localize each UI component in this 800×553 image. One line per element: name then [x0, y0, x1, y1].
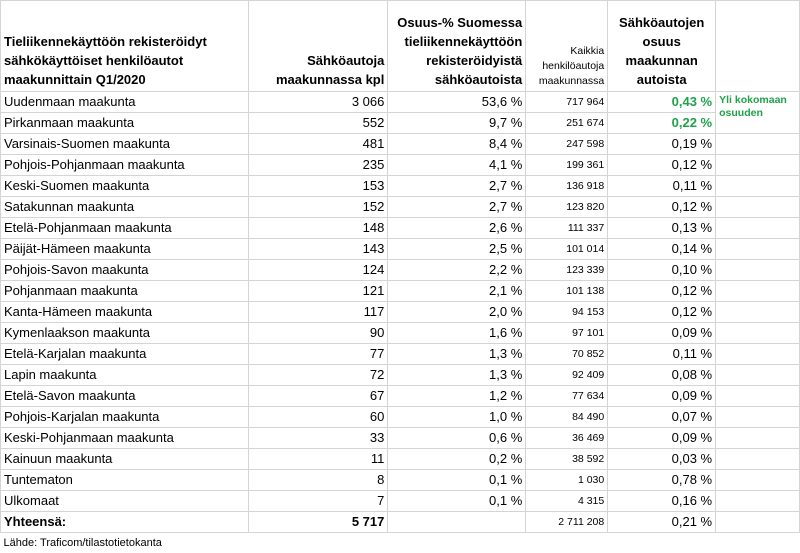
cell-empty[interactable]: [716, 491, 800, 512]
cell-all-cars[interactable]: 70 852: [526, 344, 608, 365]
cell-region[interactable]: Kanta-Hämeen maakunta: [1, 302, 249, 323]
cell-ev-share[interactable]: 0,11 %: [608, 176, 716, 197]
cell-all-cars[interactable]: 97 101: [526, 323, 608, 344]
header-all-cars[interactable]: Kaikkia henkilöautoja maakunnassa: [526, 1, 608, 92]
cell-ev-share[interactable]: 0,03 %: [608, 449, 716, 470]
cell-all-cars[interactable]: 36 469: [526, 428, 608, 449]
cell-ev-share[interactable]: 0,09 %: [608, 386, 716, 407]
cell-region[interactable]: Etelä-Pohjanmaan maakunta: [1, 218, 249, 239]
table-row: [1, 323, 800, 344]
cell-all-cars[interactable]: 247 598: [526, 134, 608, 155]
cell-ev-count[interactable]: 552: [248, 113, 388, 134]
table-row: [1, 344, 800, 365]
cell-share[interactable]: 2,1 %: [388, 281, 526, 302]
cell-ev-share[interactable]: 0,12 %: [608, 197, 716, 218]
cell-region[interactable]: Tuntematon: [1, 470, 249, 491]
cell-region[interactable]: Lapin maakunta: [1, 365, 249, 386]
cell-share[interactable]: 8,4 %: [388, 134, 526, 155]
cell-ev-count[interactable]: 3 066: [248, 92, 388, 113]
cell-region[interactable]: Uudenmaan maakunta: [1, 92, 249, 113]
cell-region[interactable]: Satakunnan maakunta: [1, 197, 249, 218]
cell-empty[interactable]: [716, 428, 800, 449]
cell-ev-count[interactable]: 11: [248, 449, 388, 470]
cell-empty[interactable]: [716, 197, 800, 218]
table-row: [1, 281, 800, 302]
cell-all-cars[interactable]: 111 337: [526, 218, 608, 239]
header-region[interactable]: Tieliikennekäyttöön rekisteröidyt sähkökäyttöiset henkilöautot maakunnittain Q1/2020: [1, 1, 249, 92]
cell-empty[interactable]: [716, 386, 800, 407]
cell-share[interactable]: 1,3 %: [388, 365, 526, 386]
cell-region[interactable]: Pohjanmaan maakunta: [1, 281, 249, 302]
cell-share[interactable]: 0,2 %: [388, 449, 526, 470]
cell-all-cars[interactable]: 38 592: [526, 449, 608, 470]
cell-ev-share[interactable]: 0,12 %: [608, 281, 716, 302]
cell-empty[interactable]: [716, 239, 800, 260]
cell-region[interactable]: Pirkanmaan maakunta: [1, 113, 249, 134]
cell-ev-count[interactable]: 90: [248, 323, 388, 344]
cell-ev-count[interactable]: 143: [248, 239, 388, 260]
cell-share[interactable]: 0,1 %: [388, 491, 526, 512]
cell-ev-share[interactable]: 0,07 %: [608, 407, 716, 428]
table-row: [1, 428, 800, 449]
cell-all-cars[interactable]: 92 409: [526, 365, 608, 386]
cell-share[interactable]: 1,3 %: [388, 344, 526, 365]
cell-ev-count[interactable]: 124: [248, 260, 388, 281]
cell-empty[interactable]: [716, 302, 800, 323]
table-row: [1, 155, 800, 176]
table-row: [1, 134, 800, 155]
cell-all-cars[interactable]: 123 339: [526, 260, 608, 281]
cell-ev-count[interactable]: 481: [248, 134, 388, 155]
table-row: [1, 113, 800, 134]
cell-ev-count[interactable]: 152: [248, 197, 388, 218]
cell-share[interactable]: 0,6 %: [388, 428, 526, 449]
header-share[interactable]: Osuus-% Suomessa tieliikennekäyttöön rekisteröidyistä sähköautoista: [388, 1, 526, 92]
table-row: [1, 386, 800, 407]
header-ev-share[interactable]: Sähköautojen osuus maakunnan autoista: [608, 1, 716, 92]
cell-share[interactable]: 53,6 %: [388, 92, 526, 113]
cell-all-cars[interactable]: 77 634: [526, 386, 608, 407]
cell-ev-share[interactable]: 0,09 %: [608, 323, 716, 344]
total-ev-share[interactable]: 0,21 %: [608, 512, 716, 533]
cell-all-cars[interactable]: 123 820: [526, 197, 608, 218]
cell-region[interactable]: Etelä-Karjalan maakunta: [1, 344, 249, 365]
source-label: Lähde: Traficom/tilastotietokanta: [1, 533, 800, 553]
table-row: [1, 197, 800, 218]
source-row: [1, 533, 800, 553]
cell-empty[interactable]: [716, 323, 800, 344]
table-row: [1, 260, 800, 281]
table-row: [1, 176, 800, 197]
cell-empty[interactable]: [716, 365, 800, 386]
cell-empty[interactable]: [716, 344, 800, 365]
cell-share[interactable]: 1,6 %: [388, 323, 526, 344]
cell-region[interactable]: Päijät-Hämeen maakunta: [1, 239, 249, 260]
cell-share[interactable]: 2,0 %: [388, 302, 526, 323]
cell-all-cars[interactable]: 101 014: [526, 239, 608, 260]
cell-ev-count[interactable]: 235: [248, 155, 388, 176]
cell-share[interactable]: 1,2 %: [388, 386, 526, 407]
cell-empty[interactable]: [716, 134, 800, 155]
cell-share[interactable]: 2,5 %: [388, 239, 526, 260]
table-row: [1, 92, 800, 113]
cell-ev-share[interactable]: 0,12 %: [608, 155, 716, 176]
cell-ev-share[interactable]: 0,14 %: [608, 239, 716, 260]
total-all-cars[interactable]: 2 711 208: [526, 512, 608, 533]
cell-all-cars[interactable]: 101 138: [526, 281, 608, 302]
cell-ev-share[interactable]: 0,13 %: [608, 218, 716, 239]
cell-empty[interactable]: [716, 176, 800, 197]
cell-region[interactable]: Keski-Suomen maakunta: [1, 176, 249, 197]
cell-empty[interactable]: [716, 281, 800, 302]
cell-ev-count[interactable]: 7: [248, 491, 388, 512]
cell-share[interactable]: 4,1 %: [388, 155, 526, 176]
header-ev-count[interactable]: Sähköautoja maakunnassa kpl: [248, 1, 388, 92]
table-row: [1, 491, 800, 512]
cell-ev-count[interactable]: 67: [248, 386, 388, 407]
cell-ev-count[interactable]: 72: [248, 365, 388, 386]
cell-empty[interactable]: [716, 470, 800, 491]
table-row: [1, 239, 800, 260]
cell-share[interactable]: 2,6 %: [388, 218, 526, 239]
cell-ev-share[interactable]: 0,08 %: [608, 365, 716, 386]
cell-ev-share[interactable]: 0,78 %: [608, 470, 716, 491]
table-row: [1, 218, 800, 239]
cell-ev-count[interactable]: 121: [248, 281, 388, 302]
cell-ev-count[interactable]: 148: [248, 218, 388, 239]
cell-region[interactable]: Kainuun maakunta: [1, 449, 249, 470]
cell-ev-share[interactable]: 0,22 %: [608, 113, 716, 134]
cell-share[interactable]: 2,7 %: [388, 176, 526, 197]
cell-region[interactable]: Etelä-Savon maakunta: [1, 386, 249, 407]
cell-ev-count[interactable]: 77: [248, 344, 388, 365]
cell-share[interactable]: 2,2 %: [388, 260, 526, 281]
table-row: [1, 449, 800, 470]
cell-all-cars[interactable]: 1 030: [526, 470, 608, 491]
cell-ev-share[interactable]: 0,43 %: [608, 92, 716, 113]
cell-all-cars[interactable]: 94 153: [526, 302, 608, 323]
cell-empty[interactable]: [716, 407, 800, 428]
total-row: [1, 512, 800, 533]
header-empty[interactable]: [716, 1, 800, 92]
cell-region[interactable]: Ulkomaat: [1, 491, 249, 512]
cell-ev-share[interactable]: 0,12 %: [608, 302, 716, 323]
cell-empty[interactable]: [716, 218, 800, 239]
table-row: [1, 407, 800, 428]
cell-ev-share[interactable]: 0,11 %: [608, 344, 716, 365]
cell-share[interactable]: 9,7 %: [388, 113, 526, 134]
cell-region[interactable]: Pohjois-Pohjanmaan maakunta: [1, 155, 249, 176]
cell-empty[interactable]: [716, 260, 800, 281]
cell-empty[interactable]: [716, 512, 800, 533]
cell-region[interactable]: Kymenlaakson maakunta: [1, 323, 249, 344]
cell-all-cars[interactable]: 136 918: [526, 176, 608, 197]
cell-share[interactable]: 0,1 %: [388, 470, 526, 491]
cell-ev-count[interactable]: 60: [248, 407, 388, 428]
cell-all-cars[interactable]: 4 315: [526, 491, 608, 512]
cell-empty[interactable]: [716, 449, 800, 470]
total-label[interactable]: Yhteensä:: [1, 512, 249, 533]
cell-empty[interactable]: [388, 512, 526, 533]
cell-share[interactable]: 2,7 %: [388, 197, 526, 218]
cell-ev-share[interactable]: 0,09 %: [608, 428, 716, 449]
cell-region[interactable]: Pohjois-Savon maakunta: [1, 260, 249, 281]
cell-all-cars[interactable]: 84 490: [526, 407, 608, 428]
table-row: [1, 302, 800, 323]
table-row: [1, 470, 800, 491]
cell-region[interactable]: Pohjois-Karjalan maakunta: [1, 407, 249, 428]
cell-ev-share[interactable]: 0,10 %: [608, 260, 716, 281]
cell-region[interactable]: Varsinais-Suomen maakunta: [1, 134, 249, 155]
cell-ev-count[interactable]: 33: [248, 428, 388, 449]
cell-ev-share[interactable]: 0,19 %: [608, 134, 716, 155]
cell-all-cars[interactable]: 251 674: [526, 113, 608, 134]
table-row: [1, 365, 800, 386]
highlight-note[interactable]: Yli kokomaan osuuden: [716, 92, 800, 134]
cell-all-cars[interactable]: 717 964: [526, 92, 608, 113]
cell-ev-count[interactable]: 8: [248, 470, 388, 491]
cell-all-cars[interactable]: 199 361: [526, 155, 608, 176]
total-ev-count[interactable]: 5 717: [248, 512, 388, 533]
cell-ev-count[interactable]: 117: [248, 302, 388, 323]
cell-ev-count[interactable]: 153: [248, 176, 388, 197]
cell-empty[interactable]: [716, 155, 800, 176]
cell-ev-share[interactable]: 0,16 %: [608, 491, 716, 512]
cell-region[interactable]: Keski-Pohjanmaan maakunta: [1, 428, 249, 449]
cell-share[interactable]: 1,0 %: [388, 407, 526, 428]
header-row: [1, 1, 800, 92]
